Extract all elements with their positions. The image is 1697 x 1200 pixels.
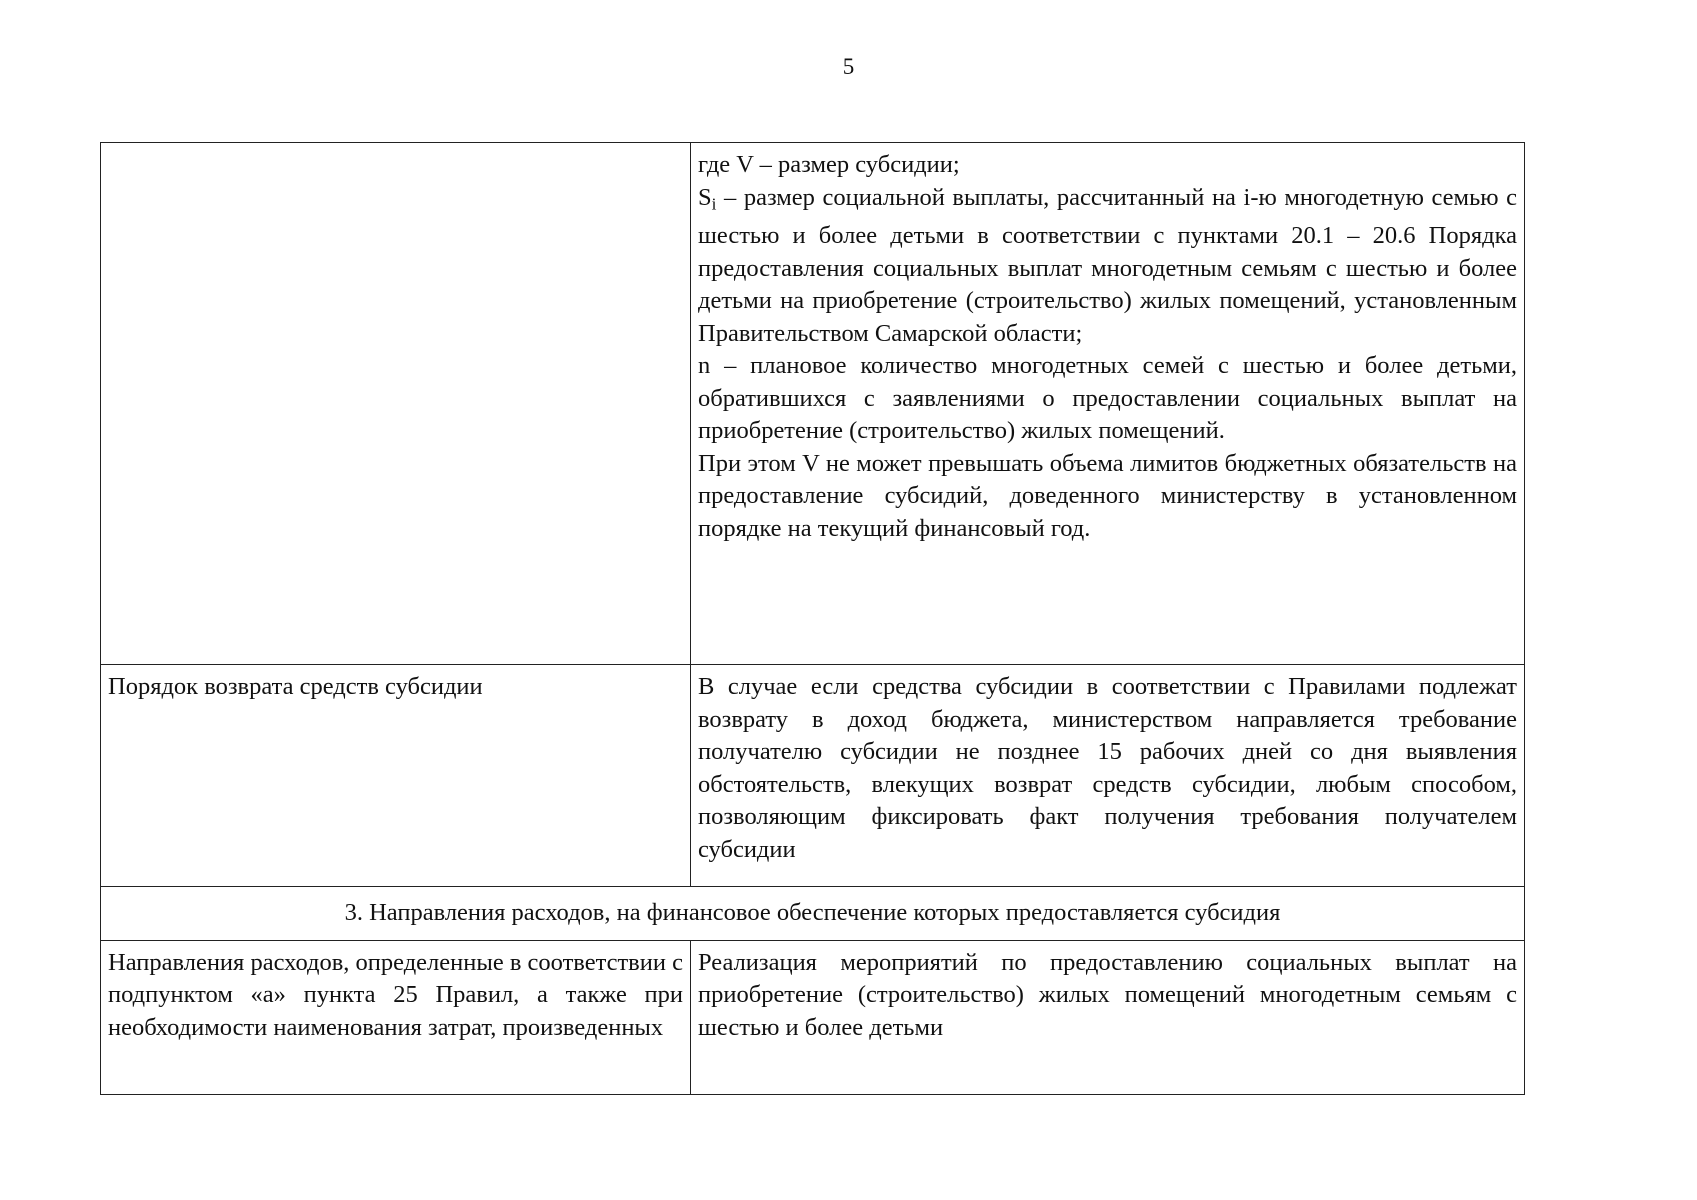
cell-expenses-label: Направления расходов, определенные в соответствии с подпунктом «а» пункта 25 Правил, а также при необходимости наименования затрат, произведенных — [101, 940, 691, 1094]
table-row-expenses — [101, 940, 1525, 1094]
subsidy-table — [100, 142, 1525, 1095]
si-definition-text: – размер социальной выплаты, рассчитанный на i-ю многодетную семью с шестью и более детьми в соответствии с пунктами 20.1 – 20.6 Порядка предоставления социальных выплат многодетным семьям с шестью и более детьми на приобретение (строительство) жилых помещений, установленным Правительством Самарской области; — [698, 183, 1517, 347]
si-index: i — [711, 193, 717, 213]
table-row-refund — [101, 665, 1525, 887]
v-definition: где V – размер субсидии; — [698, 151, 960, 178]
section-3-heading: 3. Направления расходов, на финансовое обеспечение которых предоставляется субсидия — [101, 887, 1525, 941]
cell-refund-text: В случае если средства субсидии в соответствии с Правилами подлежат возврату в доход бюджета, министерством направляется требование получателю субсидии не позднее 15 рабочих дней со дня выявления обстоятельств, влекущих возврат средств субсидии, любым способом, позволяющим фиксировать факт получения требования получателем субсидии — [691, 665, 1525, 887]
page-number: 5 — [842, 54, 855, 79]
limit-note: При этом V не может превышать объема лимитов бюджетных обязательств на предоставление субсидий, доведенного министерству в установленном порядке на текущий финансовый год. — [698, 449, 1517, 542]
si-definition — [698, 182, 1517, 351]
cell-expenses-text: Реализация мероприятий по предоставлению социальных выплат на приобретение (строительство) жилых помещений многодетным семьям с шестью и более детьми — [691, 940, 1525, 1094]
cell-formula-legend-left — [101, 143, 691, 665]
si-symbol: S — [698, 183, 712, 211]
table-row-section-3 — [101, 887, 1525, 941]
n-definition: n – плановое количество многодетных семей с шестью и более детьми, обратившихся с заявлениями о предоставлении социальных выплат на приобретение (строительство) жилых помещений. — [698, 352, 1517, 445]
cell-refund-label: Порядок возврата средств субсидии — [101, 665, 691, 887]
cell-formula-legend-right — [691, 143, 1525, 665]
table-row-formula-legend — [101, 143, 1525, 665]
